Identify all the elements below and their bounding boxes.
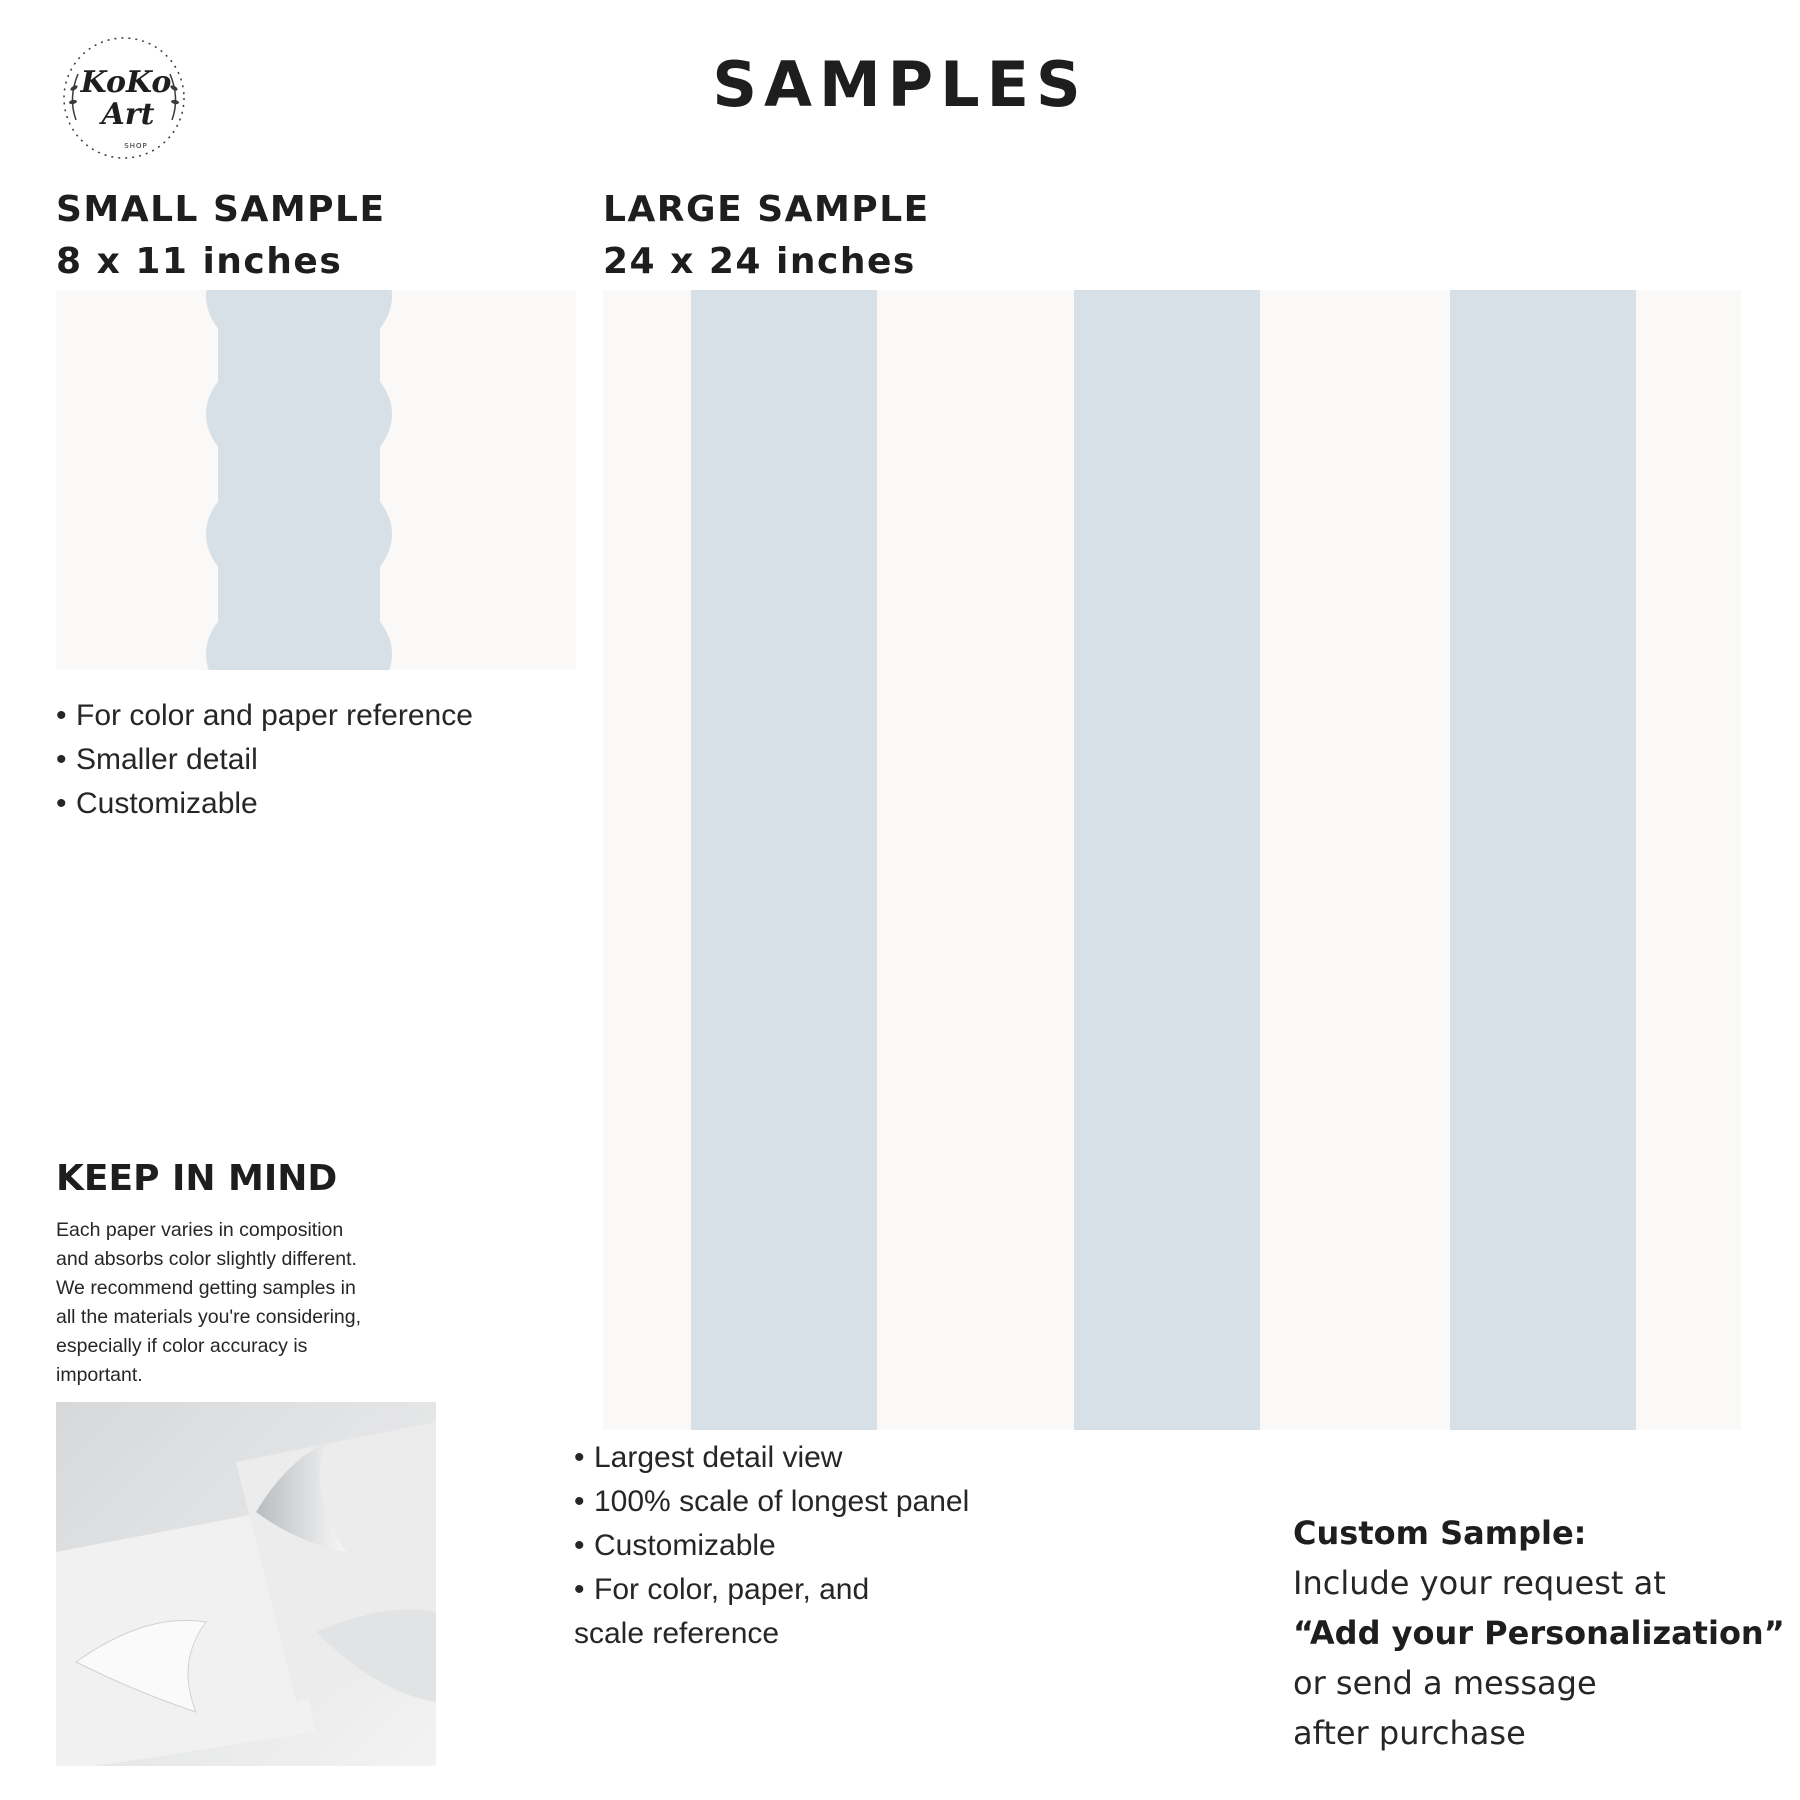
- small-sample-image: [56, 290, 576, 670]
- large-sample-header: [603, 184, 930, 288]
- large-sample-bullets: [574, 1436, 969, 1656]
- logo-text-shop: SHOP: [124, 142, 148, 150]
- list-item: • Customizable: [56, 787, 258, 820]
- keep-in-mind-line: especially if color accuracy is: [56, 1335, 308, 1357]
- keep-in-mind-line: all the materials you're considering,: [56, 1306, 362, 1328]
- custom-sample-title: Custom Sample:: [1293, 1514, 1587, 1552]
- logo-text-art: Art: [101, 97, 155, 132]
- list-item: • For color and paper reference: [56, 699, 473, 732]
- large-sample-size: 24 x 24 inches: [603, 241, 916, 282]
- keep-in-mind-line: Each paper varies in composition: [56, 1219, 344, 1241]
- small-sample-bullets: [56, 694, 473, 826]
- large-sample-image: [603, 290, 1741, 1430]
- list-item: • Customizable: [574, 1529, 776, 1562]
- keep-in-mind-title: KEEP IN MIND: [56, 1158, 338, 1199]
- small-sample-title: SMALL SAMPLE: [56, 189, 386, 230]
- list-item: • Largest detail view: [574, 1441, 843, 1474]
- custom-sample-line: after purchase: [1293, 1714, 1526, 1752]
- keep-in-mind-line: important.: [56, 1364, 143, 1386]
- list-item: • For color, paper, and: [574, 1573, 870, 1606]
- large-sample-pattern: [603, 290, 1741, 1430]
- list-item-continuation: scale reference: [574, 1617, 780, 1650]
- small-sample-size: 8 x 11 inches: [56, 241, 343, 282]
- keep-in-mind-text: [56, 1216, 436, 1390]
- large-sample-title: LARGE SAMPLE: [603, 189, 930, 230]
- keep-in-mind-line: We recommend getting samples in: [56, 1277, 356, 1299]
- add-personalization-label: “Add your Personalization”: [1293, 1614, 1785, 1652]
- custom-sample-note: [1293, 1508, 1785, 1758]
- custom-sample-line: or send a message: [1293, 1664, 1597, 1702]
- small-sample-header: [56, 184, 386, 288]
- small-sample-pattern: [56, 290, 576, 670]
- custom-sample-line: Include your request at: [1293, 1564, 1666, 1602]
- page-title: SAMPLES: [712, 48, 1088, 121]
- list-item: • Smaller detail: [56, 743, 258, 776]
- logo-text-koko: KoKo: [80, 65, 172, 100]
- keep-in-mind-line: and absorbs color slightly different.: [56, 1248, 357, 1270]
- list-item: • 100% scale of longest panel: [574, 1485, 970, 1518]
- paper-photo: [56, 1402, 436, 1766]
